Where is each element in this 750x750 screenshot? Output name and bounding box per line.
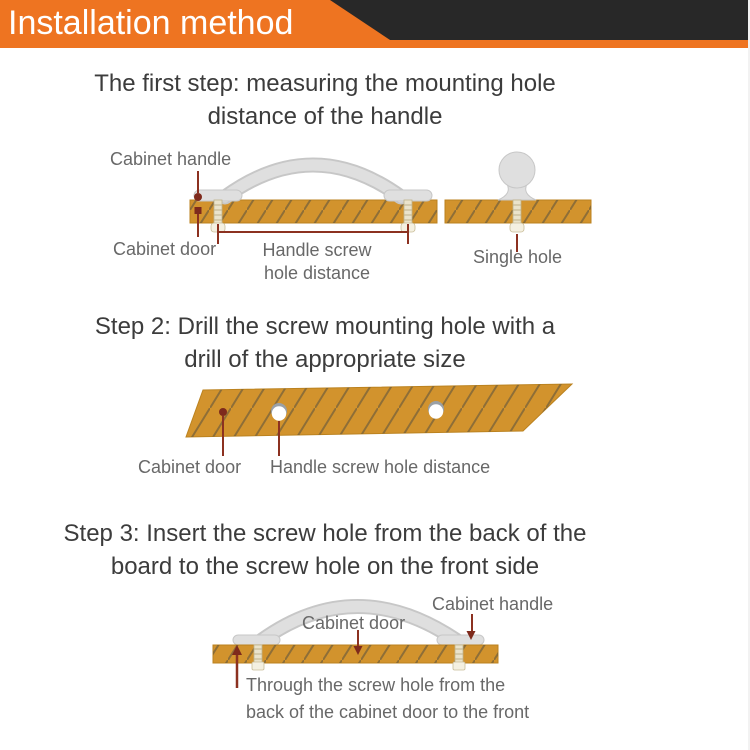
step-3-heading-line-1: Step 3: Insert the screw hole from the back of the [63,520,587,547]
single-hole-label: Single hole [473,247,563,267]
screw-distance-line-1: Handle screw [262,240,372,260]
screw-distance-line-2: hole distance [263,263,371,283]
cabinet-door-label: Cabinet door [302,613,406,633]
insert-caption-line-1: Through the screw hole from the [246,675,506,695]
insert-caption [246,672,529,726]
cabinet-handle-label: Cabinet handle [110,149,232,169]
step-1-heading-line-1: The first step: measuring the mounting hole [94,70,556,97]
header-dark-band [330,0,750,40]
page-title: Installation method [8,4,294,42]
step-3-heading [10,517,640,583]
screw-distance-label [233,239,401,285]
step-2-heading [10,310,640,376]
screw-left-graphic [252,645,264,670]
step-2-heading-line-2: drill of the appropriate size [184,346,466,373]
drilled-board-graphic [186,384,572,437]
knob-graphic [498,152,536,200]
step-3-heading-line-2: board to the screw hole on the front side [110,553,540,580]
cabinet-door-label: Cabinet door [138,457,242,477]
screw-distance-label: Handle screw hole distance [270,457,491,477]
cabinet-handle-label: Cabinet handle [432,594,554,614]
screw-right-graphic [453,645,465,670]
insert-caption-line-2: back of the cabinet door to the front [246,702,530,722]
step-1-heading-line-2: distance of the handle [207,103,443,130]
step-1-heading [10,67,640,133]
cabinet-door-label: Cabinet door [113,239,217,259]
cabinet-handle-pointer [194,171,202,201]
cabinet-door-board [190,200,591,223]
step-2-heading-line-1: Step 2: Drill the screw mounting hole with a [94,313,556,340]
